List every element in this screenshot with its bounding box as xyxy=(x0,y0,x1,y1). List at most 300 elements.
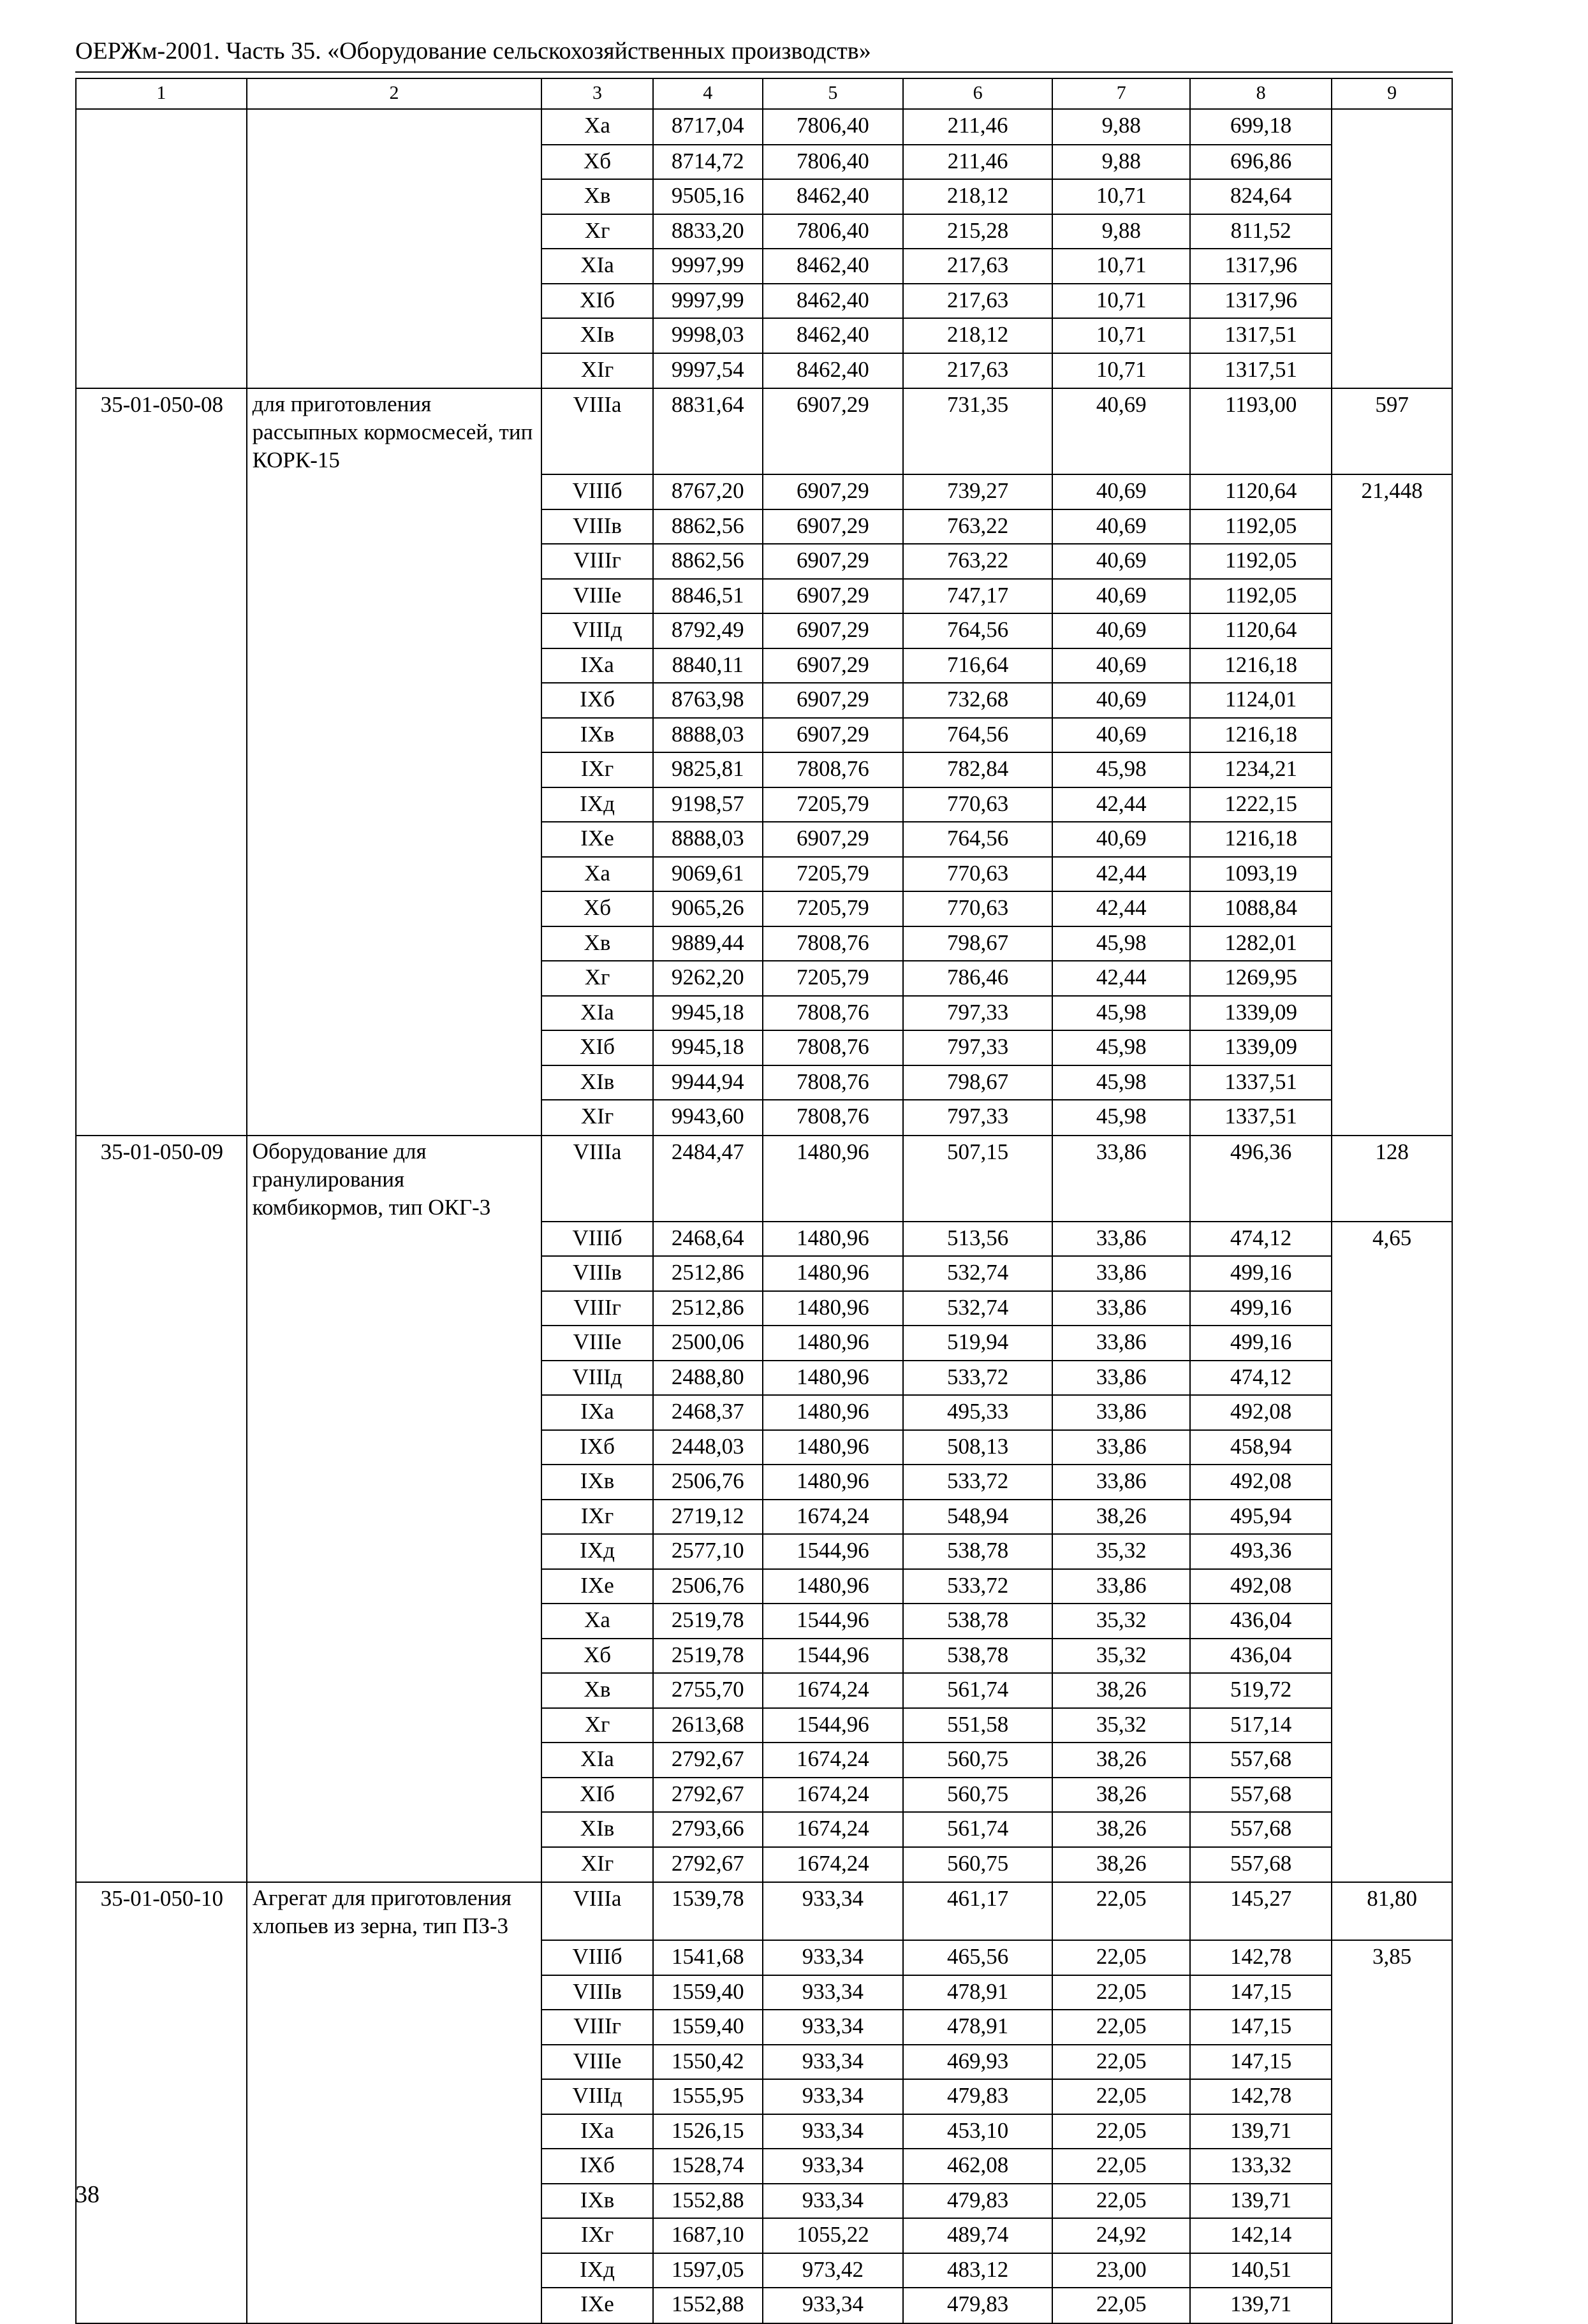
machinist-wage-cell: 33,86 xyxy=(1052,1326,1190,1361)
labor-cost-cell xyxy=(1332,544,1452,579)
wage-cost-cell: 7806,40 xyxy=(763,214,903,249)
equipment-name-cell xyxy=(247,996,542,1031)
machine-cost-cell: 561,74 xyxy=(903,1812,1052,1847)
machine-cost-cell: 782,84 xyxy=(903,752,1052,787)
wage-cost-cell: 1674,24 xyxy=(763,1847,903,1883)
machinist-wage-cell: 35,32 xyxy=(1052,1708,1190,1743)
wage-cost-cell: 1480,96 xyxy=(763,1326,903,1361)
equipment-name-cell xyxy=(247,1465,542,1500)
machinist-wage-cell: 45,98 xyxy=(1052,1030,1190,1065)
total-cost-cell: 9069,61 xyxy=(653,857,763,892)
wage-cost-cell: 933,34 xyxy=(763,2079,903,2114)
materials-cost-cell: 557,68 xyxy=(1190,1743,1332,1778)
total-cost-cell: 2793,66 xyxy=(653,1812,763,1847)
machine-cost-cell: 489,74 xyxy=(903,2218,1052,2253)
equipment-name-cell xyxy=(247,2114,542,2149)
resource-code-cell xyxy=(76,996,247,1031)
table-row xyxy=(76,1569,1452,1604)
resource-code-cell xyxy=(76,752,247,787)
total-cost-cell: 1555,95 xyxy=(653,2079,763,2114)
equipment-name-cell xyxy=(247,1395,542,1430)
resource-code-cell xyxy=(76,1604,247,1639)
labor-cost-cell xyxy=(1332,1065,1452,1100)
zone-cell: XIб xyxy=(541,284,652,319)
page-header-title: ОЕРЖм-2001. Часть 35. «Оборудование сельскохозяйственных производств» xyxy=(75,38,871,64)
machine-cost-cell: 764,56 xyxy=(903,613,1052,648)
labor-cost-cell xyxy=(1332,2288,1452,2323)
wage-cost-cell: 933,34 xyxy=(763,1882,903,1940)
resource-code-cell xyxy=(76,1361,247,1396)
total-cost-cell: 2468,64 xyxy=(653,1222,763,1257)
resource-code-cell: 35-01-050-09 xyxy=(76,1136,247,1222)
wage-cost-cell: 8462,40 xyxy=(763,179,903,214)
wage-cost-cell: 933,34 xyxy=(763,2114,903,2149)
labor-cost-cell xyxy=(1332,179,1452,214)
labor-cost-cell xyxy=(1332,2253,1452,2288)
page-number: 38 xyxy=(75,2181,99,2208)
labor-cost-cell xyxy=(1332,752,1452,787)
materials-cost-cell: 1124,01 xyxy=(1190,683,1332,718)
equipment-name-cell xyxy=(247,683,542,718)
zone-cell: Xб xyxy=(541,145,652,180)
resource-code-cell xyxy=(76,1639,247,1674)
equipment-name-cell xyxy=(247,318,542,353)
labor-cost-cell xyxy=(1332,787,1452,822)
resource-code-cell xyxy=(76,2149,247,2184)
machine-cost-cell: 763,22 xyxy=(903,544,1052,579)
materials-cost-cell: 499,16 xyxy=(1190,1256,1332,1291)
zone-cell: XIб xyxy=(541,1030,652,1065)
zone-cell: Xв xyxy=(541,926,652,961)
machinist-wage-cell: 33,86 xyxy=(1052,1430,1190,1465)
zone-cell: VIIIa xyxy=(541,1882,652,1940)
materials-cost-cell: 1120,64 xyxy=(1190,613,1332,648)
zone-cell: XIг xyxy=(541,353,652,389)
total-cost-cell: 8767,20 xyxy=(653,474,763,509)
machinist-wage-cell: 40,69 xyxy=(1052,683,1190,718)
machine-cost-cell: 453,10 xyxy=(903,2114,1052,2149)
machinist-wage-cell: 40,69 xyxy=(1052,509,1190,544)
materials-cost-cell: 147,15 xyxy=(1190,2045,1332,2080)
labor-cost-cell xyxy=(1332,284,1452,319)
machinist-wage-cell: 42,44 xyxy=(1052,787,1190,822)
labor-cost-cell xyxy=(1332,2149,1452,2184)
materials-cost-cell: 147,15 xyxy=(1190,1975,1332,2010)
machine-cost-cell: 551,58 xyxy=(903,1708,1052,1743)
total-cost-cell: 2792,67 xyxy=(653,1847,763,1883)
labor-cost-cell xyxy=(1332,1847,1452,1883)
labor-cost-cell: 21,448 xyxy=(1332,474,1452,509)
zone-cell: VIIIб xyxy=(541,1940,652,1975)
zone-cell: XIв xyxy=(541,1812,652,1847)
machinist-wage-cell: 35,32 xyxy=(1052,1604,1190,1639)
table-row xyxy=(76,1030,1452,1065)
equipment-name-cell xyxy=(247,1569,542,1604)
machine-cost-cell: 211,46 xyxy=(903,109,1052,145)
resource-code-cell xyxy=(76,284,247,319)
resource-code-cell xyxy=(76,1065,247,1100)
materials-cost-cell: 557,68 xyxy=(1190,1847,1332,1883)
machine-cost-cell: 798,67 xyxy=(903,926,1052,961)
materials-cost-cell: 142,14 xyxy=(1190,2218,1332,2253)
wage-cost-cell: 1480,96 xyxy=(763,1569,903,1604)
machine-cost-cell: 786,46 xyxy=(903,961,1052,996)
resource-code-cell xyxy=(76,1465,247,1500)
machine-cost-cell: 763,22 xyxy=(903,509,1052,544)
resource-code-cell xyxy=(76,1395,247,1430)
equipment-name-cell: Агрегат для приготовления хлопьев из зерна, тип ПЗ-3 xyxy=(247,1882,542,1940)
table-row xyxy=(76,2218,1452,2253)
total-cost-cell: 9505,16 xyxy=(653,179,763,214)
table-row xyxy=(76,1940,1452,1975)
column-number: 9 xyxy=(1332,78,1452,109)
materials-cost-cell: 142,78 xyxy=(1190,2079,1332,2114)
equipment-name-cell xyxy=(247,752,542,787)
machine-cost-cell: 532,74 xyxy=(903,1291,1052,1326)
equipment-name-cell xyxy=(247,179,542,214)
resource-code-cell xyxy=(76,1222,247,1257)
resource-code-cell xyxy=(76,579,247,614)
table-body xyxy=(76,78,1452,2323)
resource-code-cell xyxy=(76,891,247,926)
resource-code-cell xyxy=(76,179,247,214)
machine-cost-cell: 739,27 xyxy=(903,474,1052,509)
labor-cost-cell xyxy=(1332,891,1452,926)
resource-code-cell xyxy=(76,474,247,509)
total-cost-cell: 1541,68 xyxy=(653,1940,763,1975)
machinist-wage-cell: 45,98 xyxy=(1052,996,1190,1031)
total-cost-cell: 1597,05 xyxy=(653,2253,763,2288)
equipment-name-cell xyxy=(247,145,542,180)
zone-cell: VIIIд xyxy=(541,613,652,648)
machine-cost-cell: 732,68 xyxy=(903,683,1052,718)
machine-cost-cell: 217,63 xyxy=(903,353,1052,389)
machine-cost-cell: 465,56 xyxy=(903,1940,1052,1975)
labor-cost-cell xyxy=(1332,1708,1452,1743)
materials-cost-cell: 1234,21 xyxy=(1190,752,1332,787)
machine-cost-cell: 716,64 xyxy=(903,648,1052,683)
zone-cell: IXб xyxy=(541,2149,652,2184)
resource-code-cell xyxy=(76,1673,247,1708)
labor-cost-cell xyxy=(1332,214,1452,249)
resource-code-cell xyxy=(76,353,247,389)
wage-cost-cell: 7808,76 xyxy=(763,996,903,1031)
total-cost-cell: 8831,64 xyxy=(653,388,763,474)
materials-cost-cell: 519,72 xyxy=(1190,1673,1332,1708)
resource-code-cell xyxy=(76,1256,247,1291)
materials-cost-cell: 696,86 xyxy=(1190,145,1332,180)
wage-cost-cell: 1480,96 xyxy=(763,1136,903,1222)
zone-cell: IXд xyxy=(541,2253,652,2288)
machine-cost-cell: 731,35 xyxy=(903,388,1052,474)
zone-cell: XIв xyxy=(541,1065,652,1100)
labor-cost-cell xyxy=(1332,648,1452,683)
total-cost-cell: 9889,44 xyxy=(653,926,763,961)
table-row xyxy=(76,179,1452,214)
labor-cost-cell xyxy=(1332,1743,1452,1778)
machine-cost-cell: 533,72 xyxy=(903,1465,1052,1500)
wage-cost-cell: 8462,40 xyxy=(763,318,903,353)
labor-cost-cell xyxy=(1332,961,1452,996)
resource-code-cell xyxy=(76,857,247,892)
materials-cost-cell: 139,71 xyxy=(1190,2184,1332,2219)
total-cost-cell: 9198,57 xyxy=(653,787,763,822)
total-cost-cell: 2512,86 xyxy=(653,1291,763,1326)
labor-cost-cell xyxy=(1332,1975,1452,2010)
resource-code-cell xyxy=(76,249,247,284)
table-row xyxy=(76,474,1452,509)
machine-cost-cell: 217,63 xyxy=(903,284,1052,319)
resource-code-cell xyxy=(76,2288,247,2323)
table-row xyxy=(76,1673,1452,1708)
labor-cost-cell: 128 xyxy=(1332,1136,1452,1222)
equipment-name-cell xyxy=(247,613,542,648)
resource-code-cell xyxy=(76,509,247,544)
machine-cost-cell: 479,83 xyxy=(903,2184,1052,2219)
machinist-wage-cell: 42,44 xyxy=(1052,857,1190,892)
equipment-name-cell xyxy=(247,787,542,822)
machinist-wage-cell: 40,69 xyxy=(1052,579,1190,614)
labor-cost-cell xyxy=(1332,718,1452,753)
machine-cost-cell: 538,78 xyxy=(903,1534,1052,1569)
table-row xyxy=(76,2079,1452,2114)
equipment-name-cell xyxy=(247,2079,542,2114)
materials-cost-cell: 139,71 xyxy=(1190,2114,1332,2149)
resource-code-cell xyxy=(76,718,247,753)
table-row xyxy=(76,926,1452,961)
wage-cost-cell: 8462,40 xyxy=(763,353,903,389)
wage-cost-cell: 7806,40 xyxy=(763,109,903,145)
header-divider xyxy=(75,71,1453,73)
table-row xyxy=(76,1604,1452,1639)
zone-cell: IXв xyxy=(541,2184,652,2219)
materials-cost-cell: 492,08 xyxy=(1190,1395,1332,1430)
machinist-wage-cell: 38,26 xyxy=(1052,1500,1190,1535)
table-row xyxy=(76,509,1452,544)
wage-cost-cell: 933,34 xyxy=(763,2010,903,2045)
table-row xyxy=(76,1465,1452,1500)
column-number: 6 xyxy=(903,78,1052,109)
materials-cost-cell: 1193,00 xyxy=(1190,388,1332,474)
resource-code-cell xyxy=(76,1743,247,1778)
wage-cost-cell: 933,34 xyxy=(763,2184,903,2219)
zone-cell: IXг xyxy=(541,1500,652,1535)
materials-cost-cell: 1317,96 xyxy=(1190,284,1332,319)
total-cost-cell: 2577,10 xyxy=(653,1534,763,1569)
total-cost-cell: 1559,40 xyxy=(653,2010,763,2045)
total-cost-cell: 8840,11 xyxy=(653,648,763,683)
materials-cost-cell: 1317,51 xyxy=(1190,318,1332,353)
equipment-name-cell xyxy=(247,214,542,249)
resource-code-cell xyxy=(76,1812,247,1847)
column-number: 8 xyxy=(1190,78,1332,109)
machine-cost-cell: 483,12 xyxy=(903,2253,1052,2288)
machinist-wage-cell: 10,71 xyxy=(1052,353,1190,389)
total-cost-cell: 2488,80 xyxy=(653,1361,763,1396)
equipment-name-cell xyxy=(247,353,542,389)
table-row xyxy=(76,284,1452,319)
materials-cost-cell: 1192,05 xyxy=(1190,544,1332,579)
machine-cost-cell: 469,93 xyxy=(903,2045,1052,2080)
wage-cost-cell: 6907,29 xyxy=(763,388,903,474)
resource-code-cell xyxy=(76,1430,247,1465)
equipment-name-cell xyxy=(247,2288,542,2323)
labor-cost-cell: 597 xyxy=(1332,388,1452,474)
materials-cost-cell: 557,68 xyxy=(1190,1812,1332,1847)
zone-cell: IXв xyxy=(541,1465,652,1500)
machine-cost-cell: 797,33 xyxy=(903,996,1052,1031)
resource-code-cell xyxy=(76,1940,247,1975)
total-cost-cell: 1526,15 xyxy=(653,2114,763,2149)
zone-cell: Xa xyxy=(541,857,652,892)
wage-cost-cell: 1674,24 xyxy=(763,1743,903,1778)
zone-cell: IXв xyxy=(541,718,652,753)
wage-cost-cell: 7806,40 xyxy=(763,145,903,180)
labor-cost-cell xyxy=(1332,1639,1452,1674)
machine-cost-cell: 548,94 xyxy=(903,1500,1052,1535)
labor-cost-cell: 3,85 xyxy=(1332,1940,1452,1975)
zone-cell: VIIIв xyxy=(541,1256,652,1291)
table-row xyxy=(76,388,1452,474)
zone-cell: Xa xyxy=(541,109,652,145)
table-row xyxy=(76,1639,1452,1674)
machine-cost-cell: 798,67 xyxy=(903,1065,1052,1100)
labor-cost-cell xyxy=(1332,2114,1452,2149)
table-row xyxy=(76,2184,1452,2219)
resource-code-cell xyxy=(76,1708,247,1743)
machinist-wage-cell: 10,71 xyxy=(1052,284,1190,319)
equipment-name-cell xyxy=(247,1812,542,1847)
zone-cell: IXa xyxy=(541,648,652,683)
resource-code-cell xyxy=(76,1975,247,2010)
total-cost-cell: 2468,37 xyxy=(653,1395,763,1430)
machinist-wage-cell: 42,44 xyxy=(1052,891,1190,926)
wage-cost-cell: 1674,24 xyxy=(763,1812,903,1847)
table-row xyxy=(76,961,1452,996)
machinist-wage-cell: 23,00 xyxy=(1052,2253,1190,2288)
materials-cost-cell: 493,36 xyxy=(1190,1534,1332,1569)
labor-cost-cell xyxy=(1332,1604,1452,1639)
resource-code-cell xyxy=(76,2114,247,2149)
machinist-wage-cell: 42,44 xyxy=(1052,961,1190,996)
wage-cost-cell: 7808,76 xyxy=(763,926,903,961)
table-row xyxy=(76,544,1452,579)
equipment-name-cell xyxy=(247,2045,542,2080)
table-row xyxy=(76,214,1452,249)
machinist-wage-cell: 40,69 xyxy=(1052,388,1190,474)
resource-code-cell xyxy=(76,1500,247,1535)
materials-cost-cell: 147,15 xyxy=(1190,2010,1332,2045)
labor-cost-cell xyxy=(1332,1256,1452,1291)
wage-cost-cell: 1480,96 xyxy=(763,1222,903,1257)
machinist-wage-cell: 24,92 xyxy=(1052,2218,1190,2253)
total-cost-cell: 1552,88 xyxy=(653,2288,763,2323)
total-cost-cell: 8714,72 xyxy=(653,145,763,180)
labor-cost-cell xyxy=(1332,1395,1452,1430)
labor-cost-cell xyxy=(1332,1778,1452,1813)
materials-cost-cell: 145,27 xyxy=(1190,1882,1332,1940)
table-row xyxy=(76,648,1452,683)
wage-cost-cell: 1544,96 xyxy=(763,1708,903,1743)
materials-cost-cell: 1222,15 xyxy=(1190,787,1332,822)
total-cost-cell: 9065,26 xyxy=(653,891,763,926)
machine-cost-cell: 513,56 xyxy=(903,1222,1052,1257)
zone-cell: IXг xyxy=(541,752,652,787)
total-cost-cell: 2613,68 xyxy=(653,1708,763,1743)
zone-cell: IXб xyxy=(541,1430,652,1465)
machinist-wage-cell: 22,05 xyxy=(1052,2079,1190,2114)
resource-code-cell xyxy=(76,1030,247,1065)
table-row xyxy=(76,822,1452,857)
resource-code-cell xyxy=(76,2010,247,2045)
table-row xyxy=(76,718,1452,753)
machine-cost-cell: 211,46 xyxy=(903,145,1052,180)
total-cost-cell: 9262,20 xyxy=(653,961,763,996)
equipment-name-cell xyxy=(247,249,542,284)
machinist-wage-cell: 40,69 xyxy=(1052,648,1190,683)
wage-cost-cell: 7205,79 xyxy=(763,961,903,996)
zone-cell: VIIIв xyxy=(541,1975,652,2010)
total-cost-cell: 2484,47 xyxy=(653,1136,763,1222)
machine-cost-cell: 462,08 xyxy=(903,2149,1052,2184)
table-row xyxy=(76,1882,1452,1940)
table-row xyxy=(76,353,1452,389)
zone-cell: Xг xyxy=(541,1708,652,1743)
equipment-name-cell xyxy=(247,1743,542,1778)
total-cost-cell: 8862,56 xyxy=(653,544,763,579)
materials-cost-cell: 499,16 xyxy=(1190,1291,1332,1326)
machinist-wage-cell: 33,86 xyxy=(1052,1256,1190,1291)
machine-cost-cell: 479,83 xyxy=(903,2079,1052,2114)
total-cost-cell: 8833,20 xyxy=(653,214,763,249)
resource-code-cell xyxy=(76,648,247,683)
materials-cost-cell: 495,94 xyxy=(1190,1500,1332,1535)
zone-cell: VIIIa xyxy=(541,388,652,474)
equipment-name-cell xyxy=(247,474,542,509)
resource-code-cell: 35-01-050-10 xyxy=(76,1882,247,1940)
wage-cost-cell: 7205,79 xyxy=(763,891,903,926)
wage-cost-cell: 1544,96 xyxy=(763,1534,903,1569)
wage-cost-cell: 6907,29 xyxy=(763,822,903,857)
wage-cost-cell: 933,34 xyxy=(763,1975,903,2010)
materials-cost-cell: 1339,09 xyxy=(1190,1030,1332,1065)
labor-cost-cell: 4,65 xyxy=(1332,1222,1452,1257)
equipment-name-cell xyxy=(247,1778,542,1813)
equipment-name-cell xyxy=(247,1673,542,1708)
machine-cost-cell: 507,15 xyxy=(903,1136,1052,1222)
total-cost-cell: 8888,03 xyxy=(653,718,763,753)
machinist-wage-cell: 38,26 xyxy=(1052,1673,1190,1708)
machine-cost-cell: 560,75 xyxy=(903,1847,1052,1883)
resource-code-cell xyxy=(76,2218,247,2253)
table-row xyxy=(76,109,1452,145)
zone-cell: VIIIг xyxy=(541,2010,652,2045)
total-cost-cell: 2512,86 xyxy=(653,1256,763,1291)
equipment-name-cell xyxy=(247,109,542,145)
table-row xyxy=(76,2149,1452,2184)
zone-cell: XIa xyxy=(541,249,652,284)
zone-cell: Xг xyxy=(541,214,652,249)
resource-code-cell xyxy=(76,613,247,648)
machinist-wage-cell: 9,88 xyxy=(1052,214,1190,249)
zone-cell: Xб xyxy=(541,1639,652,1674)
machine-cost-cell: 532,74 xyxy=(903,1256,1052,1291)
wage-cost-cell: 1544,96 xyxy=(763,1639,903,1674)
resource-code-cell xyxy=(76,1847,247,1883)
equipment-name-cell xyxy=(247,1975,542,2010)
wage-cost-cell: 6907,29 xyxy=(763,544,903,579)
table-row xyxy=(76,613,1452,648)
